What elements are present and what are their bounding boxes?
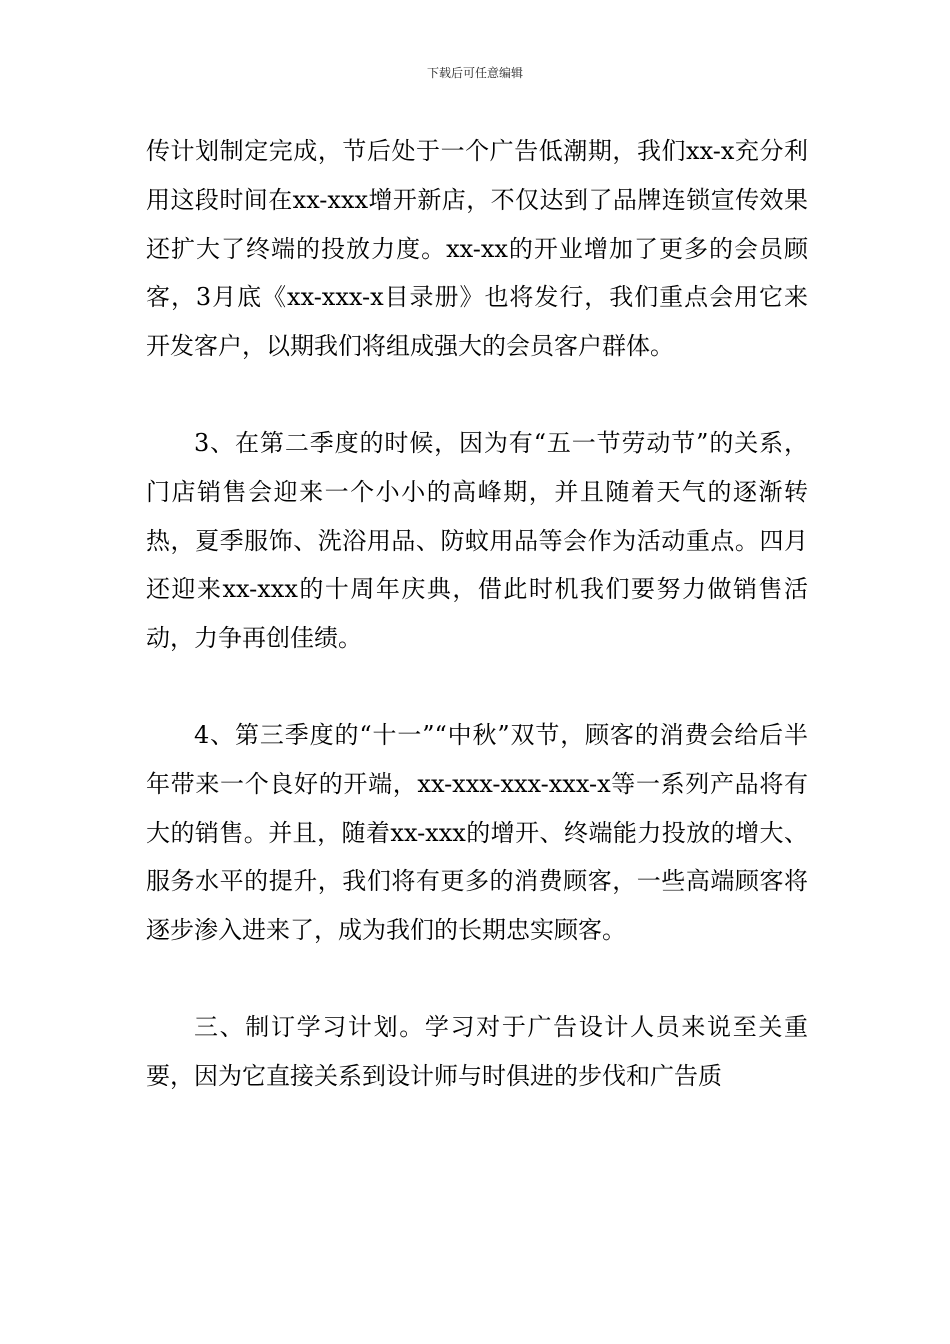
- paragraph-third-quarter: 4、第三季度的“十一”“中秋”双节，顾客的消费会给后半年带来一个良好的开端，xx-xxx-xxx-xxx-x等一系列产品将有大的销售。并且，随着xx-xxx的增开、终端能力投放的增大、服务水平的提升，我们将有更多的消费顾客，一些高端顾客将逐步渗入进来了，成为我们的长期忠实顾客。: [146, 720, 808, 945]
- paragraph-study-plan: 三、制订学习计划。学习对于广告设计人员来说至关重要，因为它直接关系到设计师与时俱进的步伐和广告质: [146, 1012, 808, 1090]
- paragraph-continued-plan: 传计划制定完成，节后处于一个广告低潮期，我们xx-x充分利用这段时间在xx-xxx增开新店，不仅达到了品牌连锁宣传效果还扩大了终端的投放力度。xx-xx的开业增加了更多的会员顾客，3月底《xx-xxx-x目录册》也将发行，我们重点会用它来开发客户，以期我们将组成强大的会员客户群体。: [146, 137, 808, 361]
- paragraph-second-quarter: 3、在第二季度的时候，因为有“五一节劳动节”的关系，门店销售会迎来一个小小的高峰期，并且随着天气的逐渐转热，夏季服饰、洗浴用品、防蚊用品等会作为活动重点。四月还迎来xx-xxx的十周年庆典，借此时机我们要努力做销售活动，力争再创佳绩。: [146, 428, 808, 653]
- document-body: [146, 127, 808, 1101]
- page-header-note: 下载后可任意编辑: [426, 66, 523, 80]
